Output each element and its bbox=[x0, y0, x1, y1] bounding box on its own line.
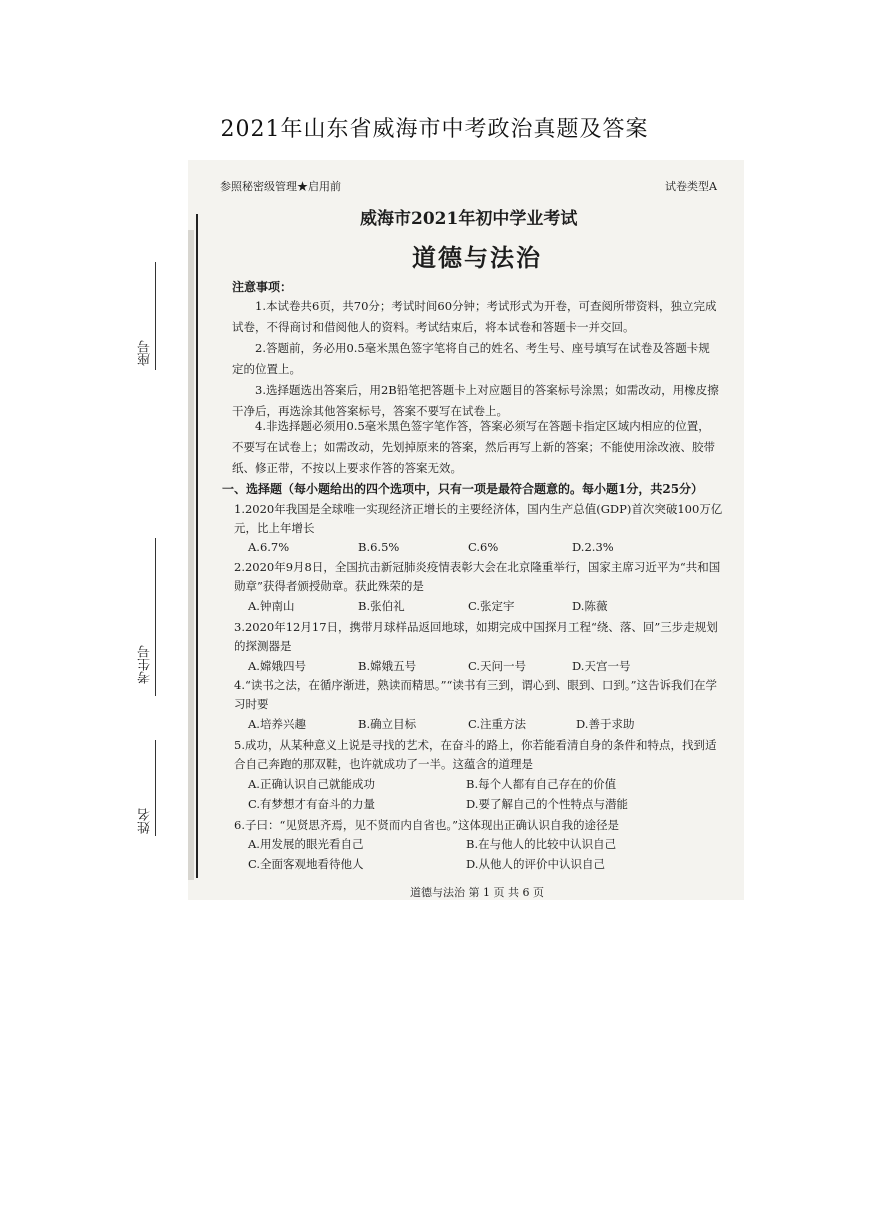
name-underline bbox=[155, 740, 156, 836]
question-2-option-b: B.张伯礼 bbox=[358, 599, 405, 613]
page-footer: 道德与法治 第 1 页 共 6 页 bbox=[410, 886, 544, 899]
question-3-option-a: A.嫦娥四号 bbox=[248, 659, 306, 673]
question-4-option-a: A.培养兴趣 bbox=[248, 717, 306, 731]
question-3-option-d: D.天宫一号 bbox=[572, 659, 631, 673]
question-3-option-c: C.天问一号 bbox=[468, 659, 527, 673]
question-2-option-a: A.钟南山 bbox=[248, 599, 295, 613]
paper-type-label: 试卷类型A bbox=[665, 180, 717, 193]
confidentiality-label: 参照秘密级管理★启用前 bbox=[220, 180, 341, 193]
question-2-option-c: C.张定宇 bbox=[468, 599, 515, 613]
question-6-option-a: A.用发展的眼光看自己 bbox=[248, 837, 364, 851]
question-stem-6: 6.子曰：“见贤思齐焉，见不贤而内自省也。”这体现出正确认识自我的途径是 bbox=[234, 818, 619, 832]
binding-margin-line bbox=[196, 214, 198, 878]
seat-underline bbox=[155, 262, 156, 370]
question-1-option-b: B.6.5% bbox=[358, 540, 400, 554]
examinee-number-underline bbox=[155, 538, 156, 696]
question-4-option-d: D.善于求助 bbox=[576, 717, 635, 731]
name-label: 姓名 bbox=[138, 808, 153, 834]
note-item: 4.非选择题必须用0.5毫米黑色签字笔作答，答案必须写在答题卡指定区域内相应的位置，不要写在试卷上；如需改动，先划掉原来的答案，然后再写上新的答案；不能使用涂改液、胶带纸、修正带，不按以上要求作答的答案无效。 bbox=[232, 419, 715, 475]
notes-heading: 注意事项： bbox=[232, 280, 293, 294]
question-4-option-c: C.注重方法 bbox=[468, 717, 527, 731]
question-5-option-c: C.有梦想才有奋斗的力量 bbox=[248, 797, 376, 811]
question-stem-3: 3.2020年12月17日，携带月球样品返回地球，如期完成中国探月工程“绕、落、回”三步走规划的探测器是 bbox=[234, 620, 718, 653]
examinee-number-label: 考生号 bbox=[138, 645, 153, 684]
note-item: 2.答题前，务必用0.5毫米黑色签字笔将自己的姓名、考生号、座号填写在试卷及答题卡规定的位置上。 bbox=[232, 341, 710, 376]
scan-fold-shadow bbox=[188, 230, 194, 880]
note-item: 3.选择题选出答案后，用2B铅笔把答题卡上对应题目的答案标号涂黑；如需改动，用橡皮擦干净后，再选涂其他答案标号，答案不要写在试卷上。 bbox=[232, 383, 719, 418]
question-3-option-b: B.嫦娥五号 bbox=[358, 659, 417, 673]
question-stem-2: 2.2020年9月8日，全国抗击新冠肺炎疫情表彰大会在北京隆重举行，国家主席习近平为“共和国勋章”获得者颁授勋章。获此殊荣的是 bbox=[234, 560, 721, 593]
question-5-option-d: D.要了解自己的个性特点与潜能 bbox=[466, 797, 628, 811]
note-item: 1.本试卷共6页，共70分；考试时间60分钟；考试形式为开卷，可查阅所带资料，独立完成试卷，不得商讨和借阅他人的资料。考试结束后，将本试卷和答题卡一并交回。 bbox=[232, 299, 717, 334]
question-5-option-b: B.每个人都有自己存在的价值 bbox=[466, 777, 617, 791]
document-title: 2021年山东省威海市中考政治真题及答案 bbox=[220, 117, 649, 142]
question-1-option-a: A.6.7% bbox=[248, 540, 290, 554]
question-4-option-b: B.确立目标 bbox=[358, 717, 417, 731]
question-stem-1: 1.2020年我国是全球唯一实现经济正增长的主要经济体，国内生产总值(GDP)首次突破100万亿元，比上年增长 bbox=[234, 502, 723, 535]
seat-label: 座号 bbox=[138, 340, 153, 366]
section-heading: 一、选择题（每小题给出的四个选项中，只有一项是最符合题意的。每小题1分，共25分） bbox=[222, 482, 704, 496]
question-2-option-d: D.陈薇 bbox=[572, 599, 608, 613]
question-stem-4: 4.“读书之法，在循序渐进，熟读而精思。”“读书有三到，谓心到、眼到、口到。”这告诉我们在学习时要 bbox=[234, 678, 717, 711]
question-6-option-d: D.从他人的评价中认识自己 bbox=[466, 857, 605, 871]
question-1-option-c: C.6% bbox=[468, 540, 499, 554]
question-5-option-a: A.正确认识自己就能成功 bbox=[248, 777, 375, 791]
exam-title: 威海市2021年初中学业考试 bbox=[360, 209, 578, 229]
question-1-option-d: D.2.3% bbox=[572, 540, 614, 554]
question-stem-5: 5.成功，从某种意义上说是寻找的艺术，在奋斗的路上，你若能看清自身的条件和特点，找到适合自己奔跑的那双鞋，也许就成功了一半。这蕴含的道理是 bbox=[234, 738, 717, 771]
question-6-option-c: C.全面客观地看待他人 bbox=[248, 857, 364, 871]
question-6-option-b: B.在与他人的比较中认识自己 bbox=[466, 837, 617, 851]
subject-title: 道德与法治 bbox=[412, 243, 542, 272]
